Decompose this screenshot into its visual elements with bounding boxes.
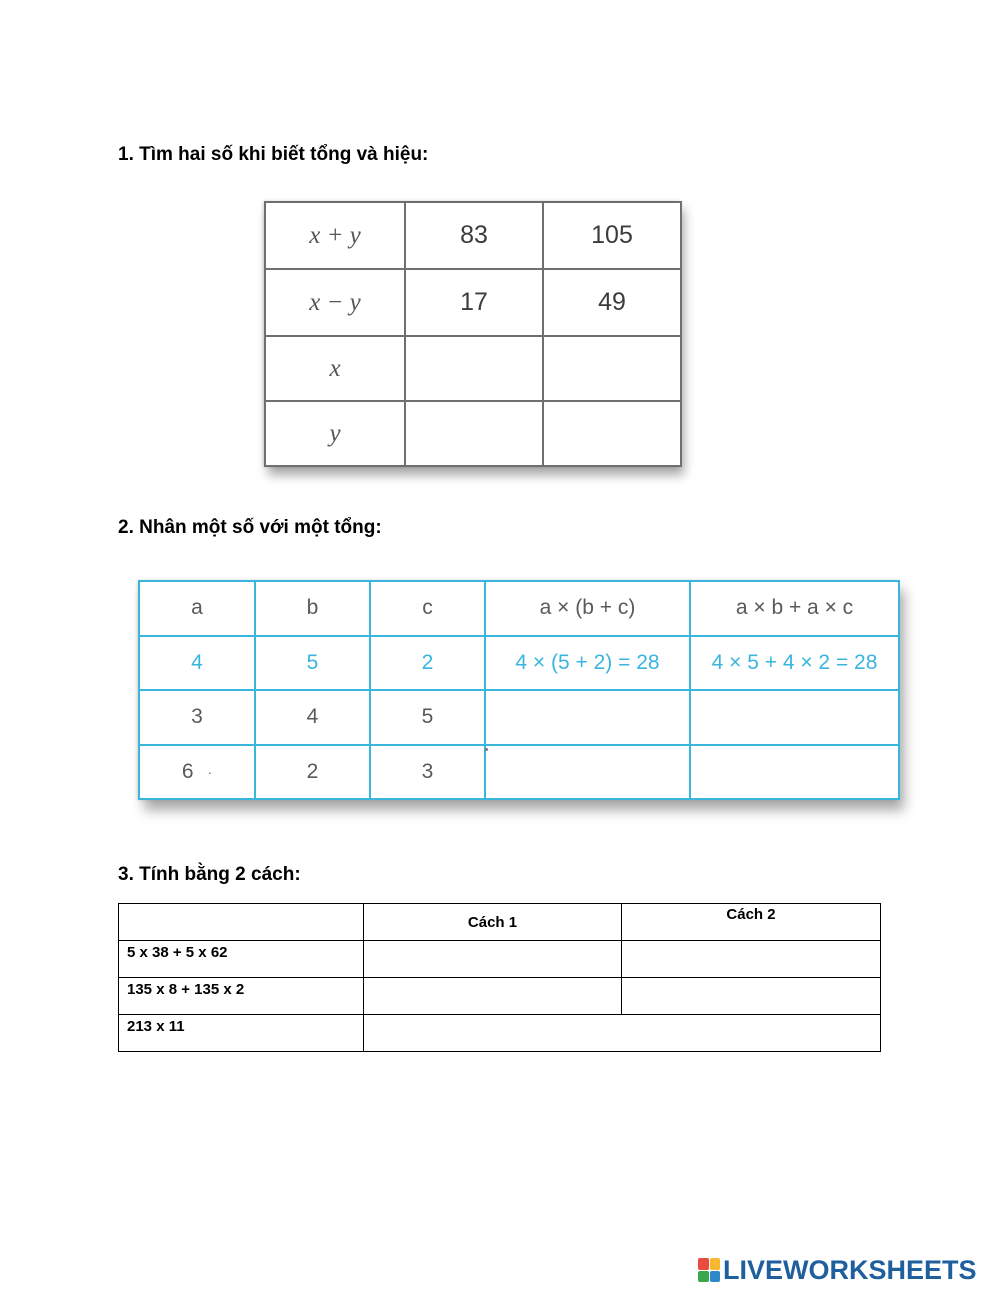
answer-cell[interactable]: [622, 978, 881, 1015]
table-header-row: [119, 904, 881, 941]
answer-cell[interactable]: [543, 401, 681, 466]
table-cell: 4: [255, 690, 370, 745]
table-row: [119, 941, 881, 978]
logo-block: [698, 1271, 709, 1283]
table-header-row: [139, 581, 899, 636]
table-cell: 49: [543, 269, 681, 336]
answer-cell[interactable]: [364, 941, 622, 978]
table-row: [139, 745, 899, 800]
column-header: a: [139, 581, 255, 636]
table-row: [265, 269, 681, 336]
answer-cell[interactable]: [405, 336, 543, 401]
answer-cell[interactable]: [690, 690, 899, 745]
table-cell: 17: [405, 269, 543, 336]
expression-cell: 213 x 11: [119, 1015, 364, 1052]
table-row: [265, 336, 681, 401]
liveworksheets-logo-icon: [698, 1258, 720, 1282]
table-row: [265, 401, 681, 466]
answer-cell[interactable]: [485, 745, 690, 800]
table-cell: 83: [405, 202, 543, 269]
column-header: Cách 1: [364, 904, 622, 941]
table-cell: 5: [255, 636, 370, 691]
stray-dot: ·: [207, 764, 213, 781]
expression-cell: 5 x 38 + 5 x 62: [119, 941, 364, 978]
row-label: x + y: [265, 202, 405, 269]
column-header: Cách 2: [622, 904, 881, 941]
table-cell: 3: [370, 745, 485, 800]
expression-cell: 135 x 8 + 135 x 2: [119, 978, 364, 1015]
table-row: [119, 978, 881, 1015]
column-header: b: [255, 581, 370, 636]
table-row: [265, 202, 681, 269]
row-label: x: [265, 336, 405, 401]
table-cell: 5: [370, 690, 485, 745]
answer-cell[interactable]: [690, 745, 899, 800]
cell-value: 6: [181, 759, 194, 783]
answer-cell[interactable]: [485, 690, 690, 745]
table-cell: 2: [255, 745, 370, 800]
table-cell: 4 × 5 + 4 × 2 = 28: [690, 636, 899, 691]
section2-heading: 2. Nhân một số với một tổng:: [118, 517, 382, 538]
logo-block: [698, 1258, 709, 1270]
table-cell: 3: [139, 690, 255, 745]
logo-block: [710, 1271, 721, 1283]
table-cell: 2: [370, 636, 485, 691]
logo-text: LIVEWORKSHEETS: [723, 1254, 977, 1285]
table-cell: [139, 745, 255, 800]
table-cell: 4: [139, 636, 255, 691]
column-header: c: [370, 581, 485, 636]
answer-cell[interactable]: [364, 978, 622, 1015]
distributive-table: [138, 580, 898, 800]
answer-cell[interactable]: [364, 1015, 881, 1052]
blank-header: [119, 904, 364, 941]
answer-cell[interactable]: [622, 941, 881, 978]
liveworksheets-logo: [698, 1254, 977, 1286]
sum-difference-table: [264, 201, 680, 467]
section3-heading: 3. Tính bằng 2 cách:: [118, 864, 301, 885]
column-header: a × (b + c): [485, 581, 690, 636]
logo-block: [710, 1258, 721, 1270]
two-ways-table: [118, 903, 881, 1052]
table-cell: 105: [543, 202, 681, 269]
row-label: x − y: [265, 269, 405, 336]
table-row: [119, 1015, 881, 1052]
answer-cell[interactable]: [405, 401, 543, 466]
column-header: a × b + a × c: [690, 581, 899, 636]
table-cell: 4 × (5 + 2) = 28: [485, 636, 690, 691]
section1-heading: 1. Tìm hai số khi biết tổng và hiệu:: [118, 144, 429, 165]
row-label: y: [265, 401, 405, 466]
example-row: [139, 636, 899, 691]
stray-dot: [485, 748, 488, 751]
answer-cell[interactable]: [543, 336, 681, 401]
table-row: [139, 690, 899, 745]
